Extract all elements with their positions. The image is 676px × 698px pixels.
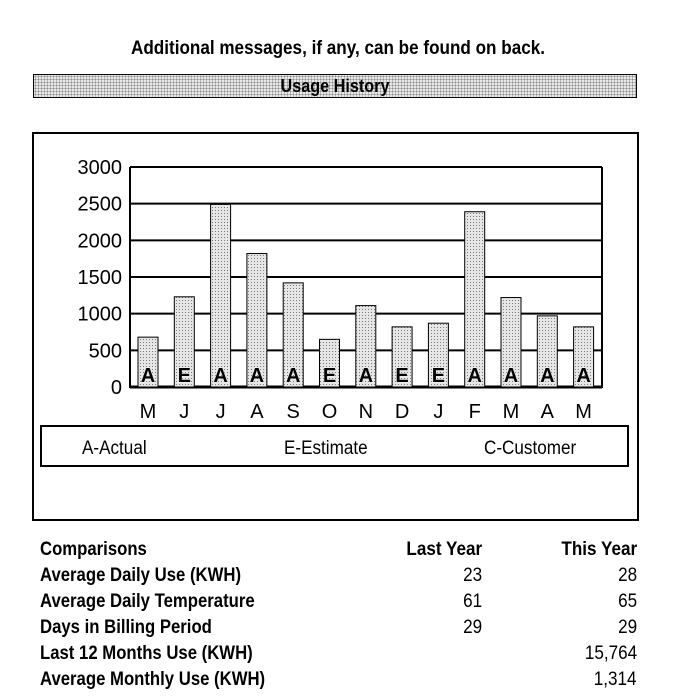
x-tick-label: J bbox=[179, 401, 190, 423]
bar-reading-type-label: A bbox=[213, 365, 228, 387]
comparisons-heading: Comparisons bbox=[40, 539, 147, 560]
x-tick-label: M bbox=[139, 401, 157, 423]
y-tick-label: 0 bbox=[110, 377, 122, 399]
table-row bbox=[40, 615, 640, 641]
x-tick-label: A bbox=[250, 401, 264, 423]
row-label: Average Monthly Use (KWH) bbox=[40, 669, 266, 690]
legend-estimate: E-Estimate bbox=[284, 438, 368, 459]
comparisons-header-row bbox=[40, 537, 640, 563]
this-year-value: 29 bbox=[617, 617, 637, 638]
table-row bbox=[40, 589, 640, 615]
bar-reading-type-label: A bbox=[503, 365, 519, 387]
last-year-value: 29 bbox=[462, 617, 482, 638]
bar-reading-type-label: E bbox=[177, 365, 191, 387]
this-year-value: 1,314 bbox=[594, 669, 637, 690]
bar-reading-type-label: A bbox=[467, 365, 482, 387]
bar-reading-type-label: A bbox=[576, 365, 591, 387]
this-year-heading: This Year bbox=[561, 539, 637, 560]
y-tick-label: 2000 bbox=[77, 230, 122, 253]
bar-reading-type-label: A bbox=[249, 365, 265, 387]
bar-reading-type-label: E bbox=[431, 365, 446, 387]
legend-actual: A-Actual bbox=[82, 438, 147, 459]
last-year-value: 23 bbox=[462, 565, 482, 586]
table-row bbox=[40, 641, 640, 667]
x-tick-label: J bbox=[215, 401, 226, 423]
x-tick-label: M bbox=[575, 401, 592, 423]
bar-reading-type-label: A bbox=[140, 365, 156, 387]
usage-bar-chart bbox=[34, 134, 637, 424]
this-year-value: 28 bbox=[617, 565, 637, 586]
y-tick-label: 500 bbox=[88, 340, 122, 363]
bar-reading-type-label: A bbox=[285, 365, 301, 387]
legend-customer: C-Customer bbox=[484, 438, 577, 459]
x-tick-label: J bbox=[433, 401, 444, 423]
row-label: Days in Billing Period bbox=[40, 617, 212, 638]
x-tick-label: N bbox=[358, 401, 374, 423]
row-label: Last 12 Months Use (KWH) bbox=[40, 643, 253, 664]
bar bbox=[465, 212, 485, 387]
x-tick-label: S bbox=[286, 401, 300, 423]
x-tick-label: A bbox=[540, 401, 554, 423]
x-tick-label: M bbox=[502, 401, 520, 423]
y-tick-label: 3000 bbox=[77, 157, 122, 179]
y-tick-label: 1500 bbox=[77, 267, 122, 289]
bar-reading-type-label: A bbox=[358, 365, 374, 387]
additional-messages-note: Additional messages, if any, can be found on back. bbox=[131, 38, 545, 59]
row-label: Average Daily Temperature bbox=[40, 591, 255, 612]
bar bbox=[211, 204, 231, 387]
last-year-heading: Last Year bbox=[406, 539, 482, 560]
bar-reading-type-label: E bbox=[395, 365, 409, 387]
table-row bbox=[40, 563, 640, 589]
bar-reading-type-label: A bbox=[540, 365, 555, 387]
chart-legend bbox=[40, 425, 629, 467]
table-row bbox=[40, 667, 640, 693]
x-tick-label: D bbox=[394, 401, 410, 423]
comparisons-table bbox=[40, 537, 640, 693]
usage-history-banner bbox=[33, 74, 637, 98]
this-year-value: 65 bbox=[617, 591, 637, 612]
row-label: Average Daily Use (KWH) bbox=[40, 565, 242, 586]
usage-history-title: Usage History bbox=[280, 76, 390, 96]
bar-reading-type-label: E bbox=[322, 365, 337, 387]
y-tick-label: 2500 bbox=[77, 193, 122, 216]
this-year-value: 15,764 bbox=[584, 643, 637, 664]
last-year-value: 61 bbox=[462, 591, 482, 612]
x-tick-label: F bbox=[468, 401, 481, 423]
x-tick-label: O bbox=[321, 401, 338, 423]
y-tick-label: 1000 bbox=[77, 303, 122, 326]
